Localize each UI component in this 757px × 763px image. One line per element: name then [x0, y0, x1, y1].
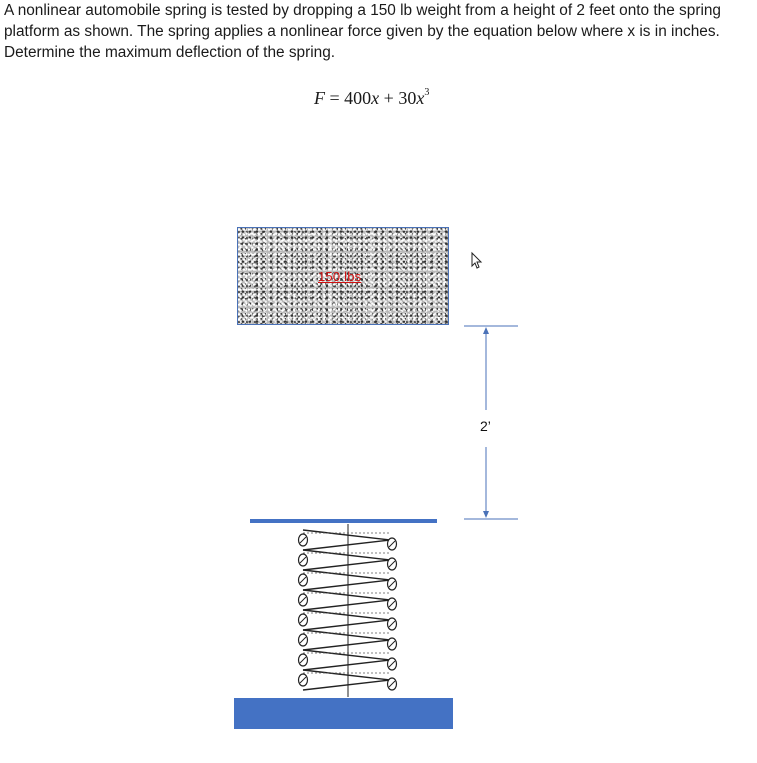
coil-front-line [303, 680, 390, 690]
arrow-up-icon [483, 327, 489, 334]
spring-platform [250, 519, 437, 523]
coil-front-line [303, 530, 390, 540]
coil-front-line [303, 660, 390, 670]
coil-front-line [303, 630, 390, 640]
equation-plus: + [383, 88, 394, 108]
weight-label: 150 lbs [318, 269, 362, 284]
coil-front-line [303, 550, 390, 560]
equation-lhs: F [314, 88, 325, 108]
coil-front-line [303, 600, 390, 610]
spring-base [234, 698, 453, 729]
equation-term2-var: x [416, 88, 425, 108]
equation-term1-var: x [371, 88, 380, 108]
coil-front-line [303, 570, 390, 580]
height-dimension-label: 2’ [480, 418, 491, 434]
equation-term2-exponent: 3 [424, 87, 430, 98]
coil-front-line [303, 610, 390, 620]
coil-front-line [303, 650, 390, 660]
equation-equals: = [329, 88, 340, 108]
equation-term2-coef: 30 [398, 88, 417, 108]
coil-front-line [303, 590, 390, 600]
coil-front-line [303, 620, 390, 630]
coil-spring [299, 524, 397, 697]
cursor-icon [472, 253, 481, 268]
coil-front-line [303, 540, 390, 550]
coil-front-line [303, 560, 390, 570]
problem-statement: A nonlinear automobile spring is tested by dropping a 150 lb weight from a height of 2 feet onto the spring platform as shown. The spring applies a nonlinear force given by the equation below where x is in inches. Determine the maximum deflection of the spring. [4, 2, 721, 61]
arrow-down-icon [483, 511, 489, 518]
coil-front-line [303, 640, 390, 650]
coil-front-line [303, 670, 390, 680]
coil-front-line [303, 580, 390, 590]
equation-term1-coef: 400 [344, 88, 372, 108]
